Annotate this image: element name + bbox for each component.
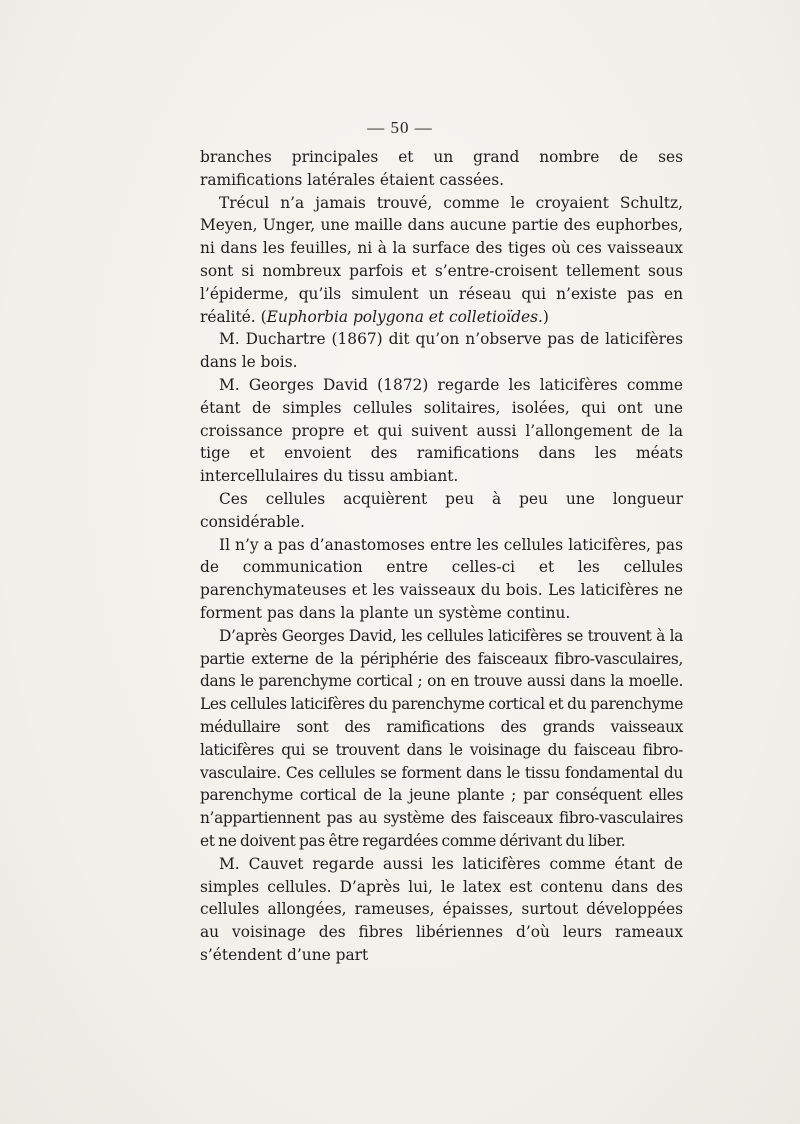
- paragraph-5: Ces cellules acquièrent peu à peu une longueur considérable.: [200, 489, 683, 531]
- paragraph-2: [200, 192, 683, 329]
- paragraph-4: M. Georges David (1872) regarde les laticifères comme étant de simples cellules solitaires, isolées, qui ont une croissance propre et qui suivent aussi l’allongement de la tige et envoient des ramifications dans les méats intercellulaires du tissu ambiant.: [200, 375, 683, 486]
- paragraph-3: M. Duchartre (1867) dit qu’on n’observe pas de laticifères dans le bois.: [200, 330, 683, 372]
- paragraph-2-close: ): [542, 307, 549, 326]
- page-number: — 50 —: [367, 118, 433, 137]
- paragraph-8: M. Cauvet regarde aussi les laticifères comme étant de simples cellules. D’après lui, le latex est contenu dans des cellules allongées, rameuses, épaisses, surtout développées au voisinage des fibres libériennes d’où leurs rameaux s’étendent d’une part: [200, 854, 683, 964]
- paragraph-7: D’après Georges David, les cellules laticifères se trouvent à la partie externe de la périphérie des faisceaux fibro-vasculaires, dans le parenchyme cortical ; on en trouve aussi dans la moelle. Les cellules laticifères du parenchyme cortical et du parenchyme médullaire sont des ramifications des grands vaisseaux laticifères qui se trouvent dans le voisinage du faisceau fibro-vasculaire. Ces cellules se forment dans le tissu fondamental du parenchyme cortical de la jeune plante ; par conséquent elles n’appartiennent pas au système des faisceaux fibro-vasculaires et ne doivent pas être regardées comme dérivant du liber.: [200, 626, 683, 850]
- paragraph-6: Il n’y a pas d’anastomoses entre les cellules laticifères, pas de communication entre celles-ci et les cellules parenchymateuses et les vaisseaux du bois. Les laticifères ne forment pas dans la plante un système continu.: [200, 535, 683, 622]
- paragraph-2-text: Trécul n’a jamais trouvé, comme le croyaient Schultz, Meyen, Unger, une maille dans aucune partie des euphorbes, ni dans les feuilles, ni à la surface des tiges où ces vaisseaux sont si nombreux parfois et s’entre-croisent tellement sous l’épiderme, qu’ils simulent un réseau qui n’existe pas en réalité. (: [200, 193, 683, 326]
- paragraph-1: branches principales et un grand nombre de ses ramifications latérales étaient cassées.: [200, 148, 683, 189]
- paragraph-2-species-italic: Euphorbia polygona et colletioïdes.: [266, 307, 543, 326]
- body-text: [200, 146, 683, 967]
